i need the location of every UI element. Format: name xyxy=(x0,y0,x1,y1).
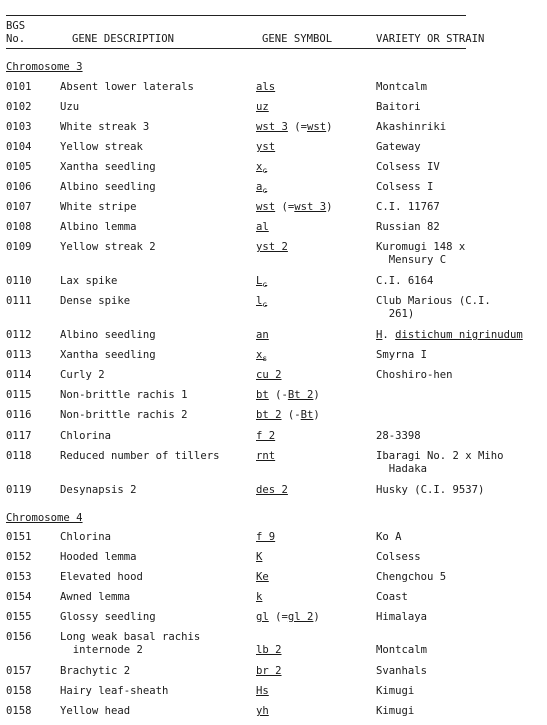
variety-or-strain: Chengchou 5 xyxy=(376,571,447,583)
gene-symbol xyxy=(256,643,282,657)
table-row xyxy=(0,429,547,443)
gene-symbol xyxy=(256,449,275,463)
gene-description: Yellow streak 2 xyxy=(60,241,156,253)
bgs-number: 0118 xyxy=(6,450,32,462)
gene-symbol-main: x xyxy=(256,349,263,361)
bgs-number: 0119 xyxy=(6,484,32,496)
table-row xyxy=(0,704,547,718)
gene-symbol-main: Hs xyxy=(256,685,269,697)
gene-description: Non-brittle rachis 2 xyxy=(60,409,188,421)
bgs-number: 0108 xyxy=(6,221,32,233)
table-row xyxy=(0,449,547,477)
gene-symbol-main: bt xyxy=(256,389,269,401)
gene-symbol-main: br 2 xyxy=(256,665,282,677)
header-no-label: No. xyxy=(6,33,26,45)
gene-symbol-main: des 2 xyxy=(256,484,288,496)
table-row xyxy=(0,100,547,114)
gene-symbol xyxy=(256,80,275,94)
gene-symbol-main: L xyxy=(256,275,263,287)
gene-symbol xyxy=(256,200,333,214)
variety-or-strain: Himalaya xyxy=(376,611,428,623)
bgs-number: 0112 xyxy=(6,329,32,341)
bgs-number: 0116 xyxy=(6,409,32,421)
gene-description-continued: internode 2 xyxy=(60,644,143,656)
gene-symbol-paren-open: (- xyxy=(268,389,288,401)
gene-symbol-main: l xyxy=(256,295,263,307)
header-variety-or-strain: VARIETY OR STRAIN xyxy=(376,33,485,45)
table-row xyxy=(0,610,547,624)
gene-symbol xyxy=(256,274,267,292)
gene-symbol-main: f 9 xyxy=(256,531,276,543)
table-row xyxy=(0,220,547,234)
gene-symbol xyxy=(256,294,267,312)
gene-description: Curly 2 xyxy=(60,369,105,381)
gene-symbol xyxy=(256,483,288,497)
variety-or-strain: Kimugi xyxy=(376,685,415,697)
gene-symbol-subscript: c xyxy=(262,300,268,309)
variety-or-strain-continued: 261) xyxy=(376,308,415,320)
gene-description: Awned lemma xyxy=(60,591,131,603)
species-genus: H xyxy=(376,329,383,341)
variety-or-strain-continued: Hadaka xyxy=(376,463,428,475)
bgs-number: 0113 xyxy=(6,349,32,361)
table-row xyxy=(0,570,547,584)
gene-symbol-paren-close: ) xyxy=(326,201,333,213)
gene-symbol-paren-close: ) xyxy=(313,409,320,421)
bgs-number: 0104 xyxy=(6,141,32,153)
variety-or-strain: Kuromugi 148 x xyxy=(376,241,466,253)
gene-description: Albino seedling xyxy=(60,329,156,341)
gene-description: Albino lemma xyxy=(60,221,137,233)
bgs-number: 0117 xyxy=(6,430,32,442)
species-epithet: distichum nigrinudum xyxy=(395,329,523,341)
gene-symbol-paren-open: (= xyxy=(275,201,295,213)
table-row xyxy=(0,200,547,214)
table-row xyxy=(0,274,547,288)
gene-symbol-main: wst 3 xyxy=(256,121,288,133)
variety-or-strain: Akashinriki xyxy=(376,121,447,133)
variety-or-strain: Montcalm xyxy=(376,81,428,93)
species-separator: . xyxy=(382,329,396,341)
gene-description: Yellow streak xyxy=(60,141,143,153)
gene-description: Absent lower laterals xyxy=(60,81,194,93)
bgs-number: 0151 xyxy=(6,531,32,543)
table-row xyxy=(0,550,547,564)
section-heading-chromosome-4: Chromosome 4 xyxy=(6,512,83,524)
gene-symbol-paren-close: ) xyxy=(313,611,320,623)
table-row xyxy=(0,664,547,678)
variety-or-strain: Choshiro-hen xyxy=(376,369,453,381)
bgs-number: 0102 xyxy=(6,101,32,113)
table-row xyxy=(0,160,547,174)
table-row xyxy=(0,483,547,497)
gene-symbol-main: al xyxy=(256,221,269,233)
table-row xyxy=(0,630,547,658)
gene-description: Reduced number of tillers xyxy=(60,450,220,462)
header-bgs-label: BGS xyxy=(6,20,26,32)
gene-symbol-main: x xyxy=(256,161,263,173)
variety-or-strain xyxy=(376,328,523,342)
variety-or-strain-continued: Mensury C xyxy=(376,254,447,266)
gene-description: Dense spike xyxy=(60,295,131,307)
variety-or-strain: Baitori xyxy=(376,101,421,113)
bgs-number: 0106 xyxy=(6,181,32,193)
gene-symbol-subscript: c xyxy=(262,166,268,175)
gene-symbol-main: k xyxy=(256,591,263,603)
variety-or-strain: Russian 82 xyxy=(376,221,440,233)
gene-symbol xyxy=(256,550,262,564)
table-row xyxy=(0,684,547,698)
gene-description: Non-brittle rachis 1 xyxy=(60,389,188,401)
header-gene-description: GENE DESCRIPTION xyxy=(72,33,175,45)
gene-description: Long weak basal rachis xyxy=(60,631,201,643)
gene-symbol xyxy=(256,408,320,422)
header-rule xyxy=(6,48,466,49)
gene-symbol-synonym: Bt xyxy=(300,409,314,421)
gene-symbol xyxy=(256,429,275,443)
gene-symbol-synonym: gl 2 xyxy=(287,611,314,623)
gene-symbol-main: yst xyxy=(256,141,276,153)
gene-symbol-subscript: c xyxy=(262,280,268,289)
gene-symbol-main: cu 2 xyxy=(256,369,282,381)
gene-symbol xyxy=(256,328,269,342)
table-row xyxy=(0,120,547,134)
gene-symbol-main: K xyxy=(256,551,263,563)
gene-symbol-main: uz xyxy=(256,101,269,113)
bgs-number: 0109 xyxy=(6,241,32,253)
bgs-number: 0111 xyxy=(6,295,32,307)
gene-description: Brachytic 2 xyxy=(60,665,131,677)
table-row xyxy=(0,294,547,322)
bgs-number: 0153 xyxy=(6,571,32,583)
gene-symbol-subscript: c xyxy=(262,186,268,195)
gene-description: Hairy leaf-sheath xyxy=(60,685,169,697)
table-row xyxy=(0,180,547,194)
variety-or-strain: Gateway xyxy=(376,141,421,153)
gene-symbol xyxy=(256,704,269,718)
variety-or-strain: C.I. 6164 xyxy=(376,275,434,287)
bgs-number: 0115 xyxy=(6,389,32,401)
bgs-number: 0157 xyxy=(6,665,32,677)
bgs-number: 0105 xyxy=(6,161,32,173)
gene-description: Hooded lemma xyxy=(60,551,137,563)
gene-description: Chlorina xyxy=(60,430,112,442)
table-row xyxy=(0,140,547,154)
gene-symbol-paren-open: (= xyxy=(287,121,308,133)
variety-or-strain: Montcalm xyxy=(376,644,428,656)
variety-or-strain: Ibaragi No. 2 x Miho xyxy=(376,450,504,462)
gene-symbol xyxy=(256,388,320,402)
table-row xyxy=(0,408,547,422)
bgs-number: 0101 xyxy=(6,81,32,93)
variety-or-strain: Colsess xyxy=(376,551,421,563)
gene-description: Glossy seedling xyxy=(60,611,156,623)
gene-symbol xyxy=(256,590,262,604)
gene-symbol xyxy=(256,160,267,178)
variety-or-strain: Kimugi xyxy=(376,705,415,717)
gene-symbol xyxy=(256,120,333,134)
bgs-number: 0158 xyxy=(6,685,32,697)
gene-symbol-synonym: wst 3 xyxy=(294,201,327,213)
gene-description: White stripe xyxy=(60,201,137,213)
gene-symbol xyxy=(256,610,320,624)
gene-symbol-main: bt 2 xyxy=(256,409,282,421)
table-row xyxy=(0,328,547,342)
gene-description: Yellow head xyxy=(60,705,131,717)
variety-or-strain: 28-3398 xyxy=(376,430,421,442)
gene-description: White streak 3 xyxy=(60,121,150,133)
gene-symbol-synonym: Bt 2 xyxy=(287,389,314,401)
gene-symbol xyxy=(256,570,269,584)
gene-symbol-main: als xyxy=(256,81,276,93)
table-row xyxy=(0,240,547,268)
gene-description: Xantha seedling xyxy=(60,161,156,173)
gene-symbol xyxy=(256,240,288,254)
gene-symbol-synonym: wst xyxy=(307,121,327,133)
bgs-number: 0154 xyxy=(6,591,32,603)
gene-symbol-main: gl xyxy=(256,611,269,623)
gene-symbol-subscript: s xyxy=(262,354,268,363)
gene-symbol xyxy=(256,348,267,366)
variety-or-strain: C.I. 11767 xyxy=(376,201,440,213)
bgs-number: 0110 xyxy=(6,275,32,287)
gene-symbol xyxy=(256,140,275,154)
variety-or-strain: Smyrna I xyxy=(376,349,428,361)
table-row xyxy=(0,530,547,544)
gene-symbol-main: rnt xyxy=(256,450,276,462)
gene-symbol xyxy=(256,664,282,678)
gene-symbol xyxy=(256,180,267,198)
gene-description: Xantha seedling xyxy=(60,349,156,361)
variety-or-strain: Colsess IV xyxy=(376,161,440,173)
gene-symbol-main: an xyxy=(256,329,269,341)
gene-symbol xyxy=(256,684,269,698)
table-row xyxy=(0,348,547,362)
gene-symbol xyxy=(256,530,275,544)
bgs-number: 0158 xyxy=(6,705,32,717)
gene-description: Lax spike xyxy=(60,275,118,287)
variety-or-strain: Husky (C.I. 9537) xyxy=(376,484,485,496)
variety-or-strain: Svanhals xyxy=(376,665,428,677)
variety-or-strain: Ko A xyxy=(376,531,402,543)
table-row xyxy=(0,80,547,94)
table-row xyxy=(0,388,547,402)
bgs-number: 0156 xyxy=(6,631,32,643)
bgs-number: 0103 xyxy=(6,121,32,133)
gene-description: Uzu xyxy=(60,101,80,113)
gene-symbol xyxy=(256,220,269,234)
bgs-number: 0155 xyxy=(6,611,32,623)
gene-symbol-paren-open: (- xyxy=(281,409,301,421)
bgs-number: 0107 xyxy=(6,201,32,213)
gene-symbol-main: wst xyxy=(256,201,276,213)
gene-description: Desynapsis 2 xyxy=(60,484,137,496)
gene-symbol-paren-open: (= xyxy=(268,611,288,623)
gene-symbol-main: Ke xyxy=(256,571,269,583)
gene-symbol xyxy=(256,368,282,382)
gene-symbol-paren-close: ) xyxy=(326,121,333,133)
header-gene-symbol: GENE SYMBOL xyxy=(262,33,333,45)
variety-or-strain: Coast xyxy=(376,591,408,603)
table-row xyxy=(0,368,547,382)
section-heading-chromosome-3: Chromosome 3 xyxy=(6,61,83,73)
gene-symbol-paren-close: ) xyxy=(313,389,320,401)
bgs-number: 0114 xyxy=(6,369,32,381)
gene-symbol-main: f 2 xyxy=(256,430,276,442)
variety-or-strain: Club Marious (C.I. xyxy=(376,295,491,307)
variety-or-strain: Colsess I xyxy=(376,181,434,193)
gene-symbol xyxy=(256,100,269,114)
bgs-number: 0152 xyxy=(6,551,32,563)
gene-symbol-main: yh xyxy=(256,705,269,717)
gene-description: Albino seedling xyxy=(60,181,156,193)
top-rule xyxy=(6,15,466,16)
table-row xyxy=(0,590,547,604)
gene-symbol-main: lb 2 xyxy=(256,644,282,656)
gene-symbol-main: yst 2 xyxy=(256,241,288,253)
gene-description: Chlorina xyxy=(60,531,112,543)
gene-description: Elevated hood xyxy=(60,571,143,583)
gene-symbol-main: a xyxy=(256,181,263,193)
